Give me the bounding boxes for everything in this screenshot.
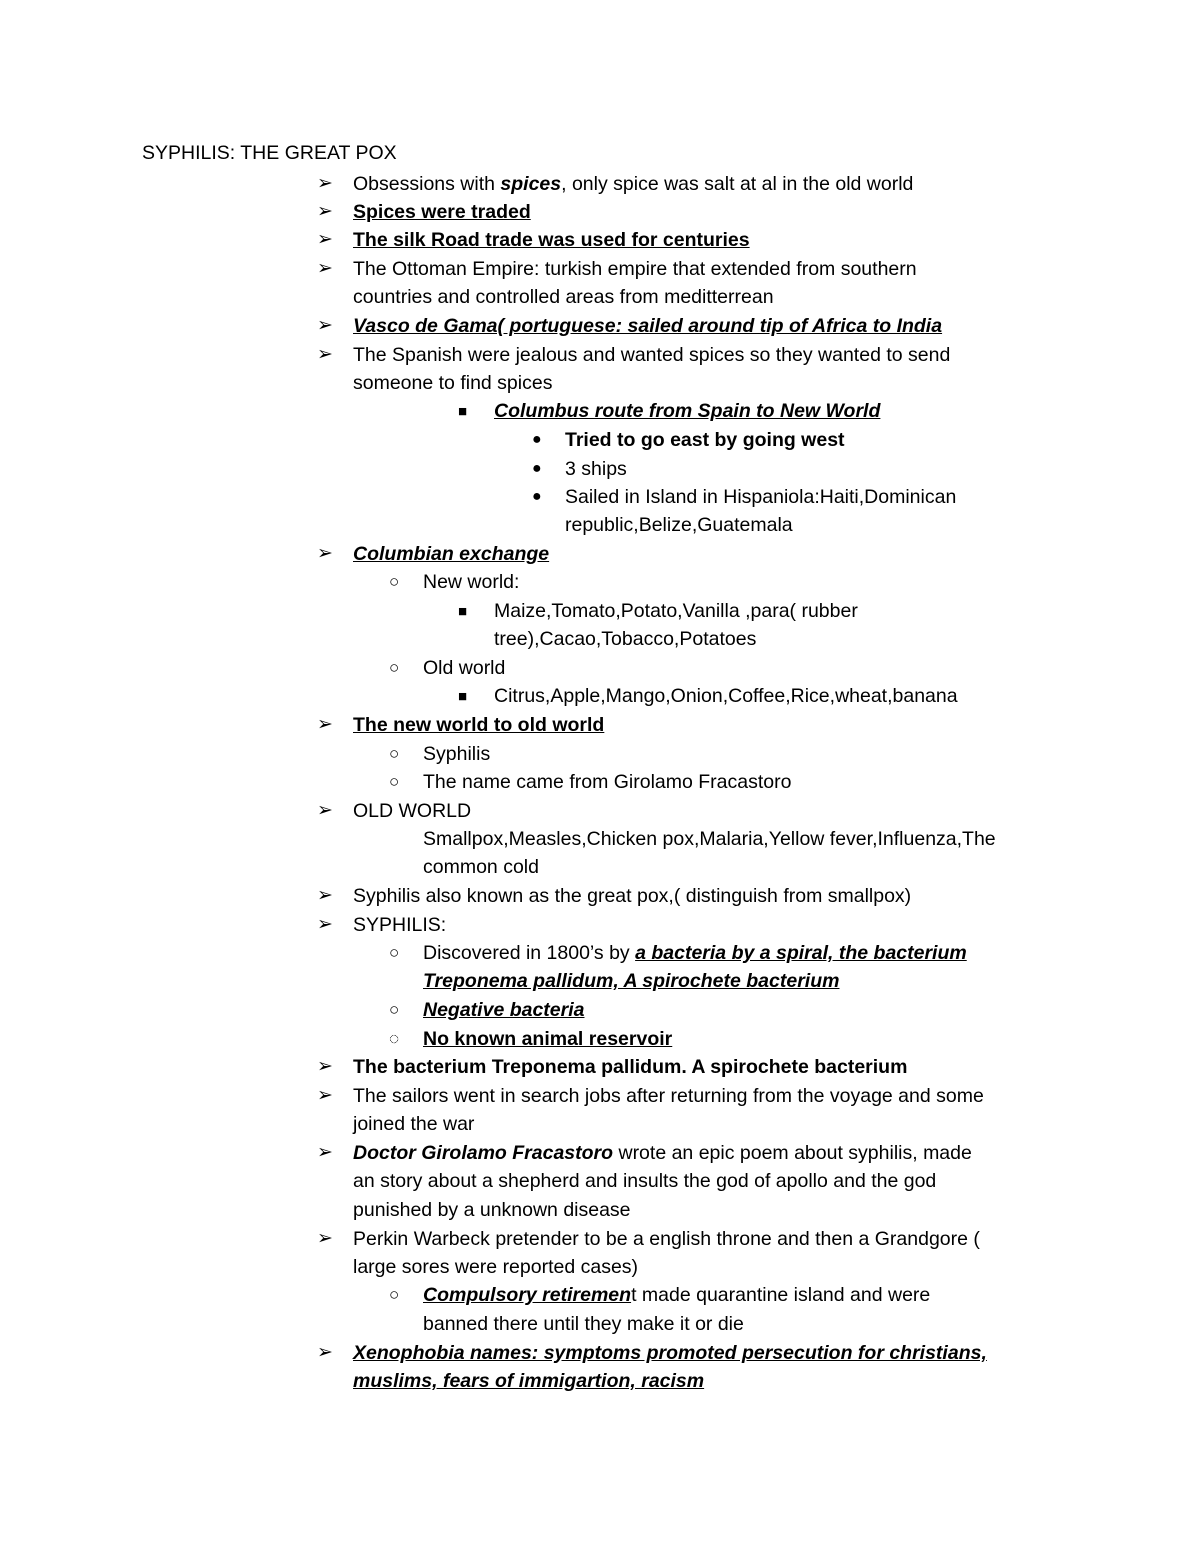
- item-text: Perkin Warbeck pretender to be a english throne and then a Grandgore (: [353, 1228, 980, 1250]
- list-item: [317, 1339, 987, 1368]
- arrow-bullet-icon: ➢: [317, 885, 333, 906]
- arrow-bullet-icon: ➢: [317, 800, 333, 821]
- item-text: The Ottoman Empire: turkish empire that extended from southern: [353, 258, 917, 280]
- circle-bullet-icon: ○: [389, 744, 400, 763]
- list-item: [458, 397, 881, 426]
- list-item: [458, 597, 858, 626]
- document-title: SYPHILIS: THE GREAT POX: [142, 142, 397, 164]
- dot-bullet-icon: ●: [532, 488, 542, 505]
- square-bullet-icon: ■: [458, 403, 468, 420]
- list-item: [389, 996, 585, 1025]
- item-text: The sailors went in search jobs after returning from the voyage and some: [353, 1085, 984, 1107]
- item-text: Citrus,Apple,Mango,Onion,Coffee,Rice,wheat,banana: [494, 685, 958, 707]
- arrow-bullet-icon: ➢: [317, 229, 333, 250]
- arrow-bullet-icon: ➢: [317, 201, 333, 222]
- list-item: [389, 568, 520, 597]
- item-emphasis: a bacteria by a spiral, the bacterium: [635, 942, 967, 964]
- arrow-bullet-icon: ➢: [317, 543, 333, 564]
- item-text: OLD WORLD: [353, 800, 472, 822]
- square-bullet-icon: ■: [458, 688, 468, 705]
- item-text: Tried to go east by going west: [565, 429, 845, 451]
- item-text: t made quarantine island and were: [631, 1284, 931, 1306]
- item-continuation: banned there until they make it or die: [423, 1313, 744, 1335]
- item-continuation: Smallpox,Measles,Chicken pox,Malaria,Yellow fever,Influenza,The: [423, 828, 996, 850]
- item-continuation: someone to find spices: [353, 372, 553, 394]
- item-text: Syphilis: [423, 743, 491, 765]
- arrow-bullet-icon: ➢: [317, 344, 333, 365]
- arrow-bullet-icon: ➢: [317, 1228, 333, 1249]
- list-item: [532, 483, 957, 512]
- item-text: Sailed in Island in Hispaniola:Haiti,Dominican: [565, 486, 957, 508]
- item-text: Syphilis also known as the great pox,( distinguish from smallpox): [353, 885, 912, 907]
- list-item: [317, 170, 914, 199]
- list-item: [317, 797, 472, 826]
- item-text: Negative bacteria: [423, 999, 585, 1021]
- list-item: [532, 426, 845, 455]
- square-bullet-icon: ■: [458, 603, 468, 620]
- arrow-bullet-icon: ➢: [317, 1056, 333, 1077]
- item-emphasis: Doctor Girolamo Fracastoro: [353, 1142, 614, 1164]
- arrow-bullet-icon: ➢: [317, 914, 333, 935]
- item-text: Xenophobia names: symptoms promoted persecution for christians,: [353, 1342, 987, 1364]
- list-item: [317, 198, 531, 227]
- item-text: The bacterium Treponema pallidum. A spirochete bacterium: [353, 1056, 908, 1078]
- item-text: No known animal reservoir: [423, 1028, 673, 1050]
- circle-bullet-icon: ○: [389, 772, 400, 791]
- item-text: , only spice was salt at al in the old world: [561, 173, 914, 195]
- item-text: 3 ships: [565, 458, 627, 480]
- arrow-bullet-icon: ➢: [317, 315, 333, 336]
- list-item: [389, 740, 491, 769]
- circle-bullet-icon: ○: [389, 943, 400, 962]
- item-text: Maize,Tomato,Potato,Vanilla ,para( rubber: [494, 600, 858, 622]
- list-item: [389, 768, 792, 797]
- arrow-bullet-icon: ➢: [317, 714, 333, 735]
- list-item: [389, 654, 506, 683]
- dot-bullet-icon: ●: [532, 460, 542, 477]
- dotted-circle-bullet-icon: ◌: [389, 1029, 400, 1048]
- item-continuation: common cold: [423, 856, 539, 878]
- item-continuation: Treponema pallidum, A spirochete bacterium: [423, 970, 840, 992]
- item-continuation: large sores were reported cases): [353, 1256, 639, 1278]
- item-continuation: an story about a shepherd and insults the god of apollo and the god: [353, 1170, 937, 1192]
- item-text: Vasco de Gama( portuguese: sailed around tip of Africa to India: [353, 315, 943, 337]
- item-text: Columbus route from Spain to New World: [494, 400, 881, 422]
- dot-bullet-icon: ●: [532, 431, 542, 448]
- item-text: The new world to old world: [353, 714, 605, 736]
- arrow-bullet-icon: ➢: [317, 258, 333, 279]
- item-text: Columbian exchange: [353, 543, 550, 565]
- circle-bullet-icon: ○: [389, 572, 400, 591]
- item-text: SYPHILIS:: [353, 914, 447, 936]
- list-item: [317, 255, 917, 284]
- circle-bullet-icon: ○: [389, 658, 400, 677]
- item-text: New world:: [423, 571, 520, 593]
- list-item: [389, 1281, 931, 1310]
- list-item: [317, 882, 912, 911]
- item-continuation: punished by a unknown disease: [353, 1199, 631, 1221]
- item-text: wrote an epic poem about syphilis, made: [613, 1142, 972, 1164]
- arrow-bullet-icon: ➢: [317, 1142, 333, 1163]
- list-item: [317, 711, 605, 740]
- item-text: Spices were traded: [353, 201, 531, 223]
- item-text: Discovered in 1800’s by: [423, 942, 636, 964]
- list-item: [317, 1139, 972, 1168]
- item-emphasis: Compulsory retiremen: [423, 1284, 632, 1306]
- arrow-bullet-icon: ➢: [317, 1085, 333, 1106]
- circle-bullet-icon: ○: [389, 1285, 400, 1304]
- arrow-bullet-icon: ➢: [317, 1342, 333, 1363]
- list-item: [389, 1025, 673, 1054]
- list-item: [458, 682, 958, 711]
- list-item: [317, 911, 447, 940]
- list-item: [317, 540, 550, 569]
- item-emphasis: spices: [500, 173, 562, 195]
- item-text: Obsessions with: [353, 173, 501, 195]
- item-continuation: republic,Belize,Guatemala: [565, 514, 793, 536]
- item-continuation: muslims, fears of immigartion, racism: [353, 1370, 705, 1392]
- list-item: [317, 1225, 980, 1254]
- item-text: The name came from Girolamo Fracastoro: [423, 771, 792, 793]
- list-item: [317, 226, 750, 255]
- list-item: [317, 1053, 908, 1082]
- list-item: [317, 312, 943, 341]
- item-text: The silk Road trade was used for centuries: [353, 229, 750, 251]
- item-text: The Spanish were jealous and wanted spices so they wanted to send: [353, 344, 951, 366]
- list-item: [317, 1082, 984, 1111]
- list-item: [532, 455, 627, 484]
- item-text: Old world: [423, 657, 506, 679]
- circle-bullet-icon: ○: [389, 1000, 400, 1019]
- item-continuation: countries and controlled areas from meditterrean: [353, 286, 774, 308]
- arrow-bullet-icon: ➢: [317, 173, 333, 194]
- list-item: [389, 939, 967, 968]
- item-continuation: joined the war: [353, 1113, 475, 1135]
- item-continuation: tree),Cacao,Tobacco,Potatoes: [494, 628, 757, 650]
- list-item: [317, 341, 951, 370]
